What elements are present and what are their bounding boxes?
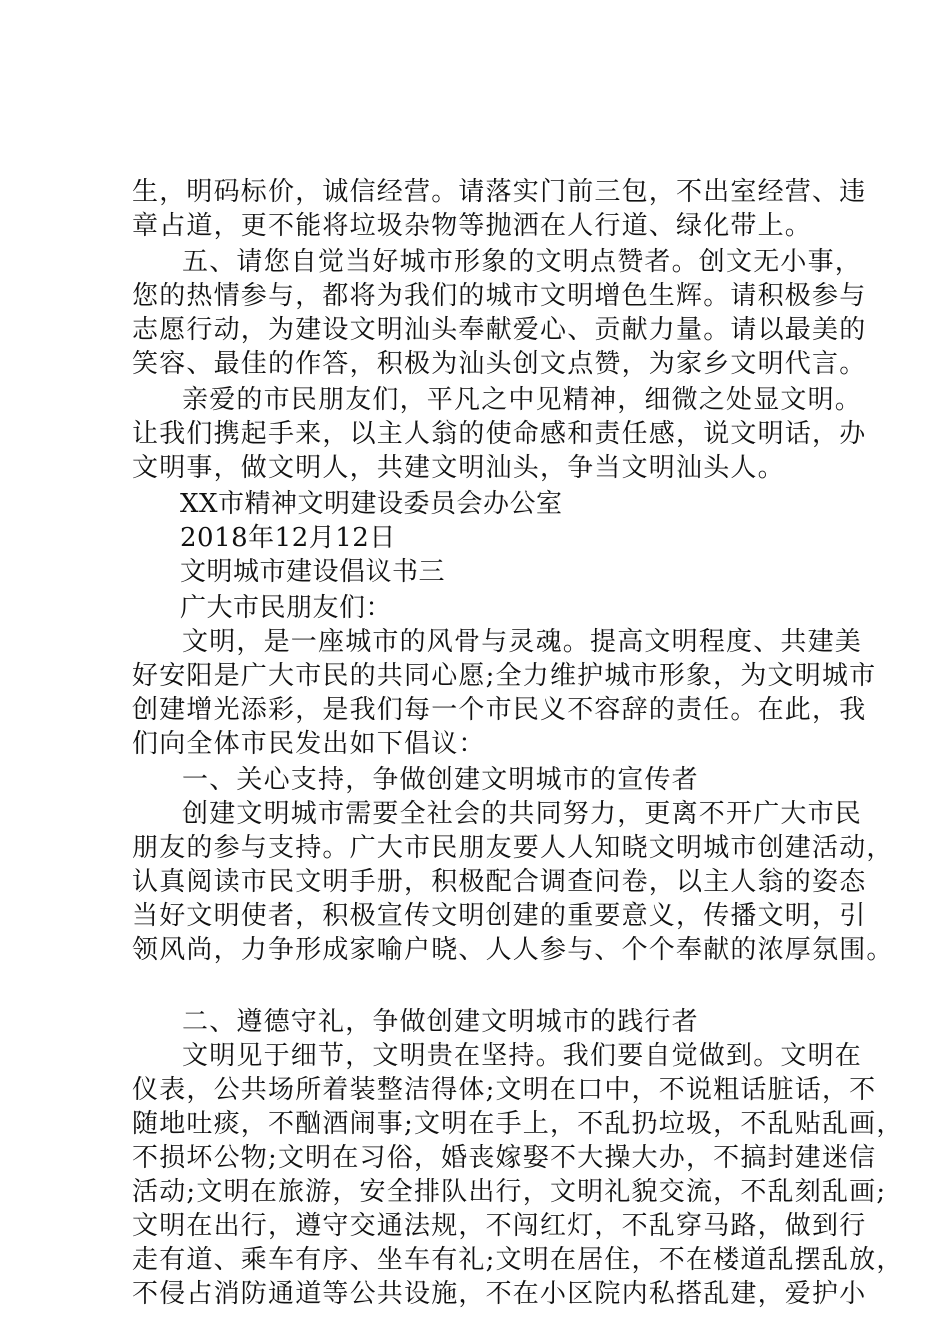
paragraph-line: 当好文明使者，积极宣传文明创建的重要意义，传播文明，引	[132, 901, 867, 931]
section-heading: 二、遵德守礼，争做创建文明城市的践行者	[182, 1007, 699, 1037]
paragraph-line: 领风尚，力争形成家喻户晓、人人参与、个个奉献的浓厚氛围。	[132, 935, 894, 965]
paragraph-line: 不损坏公物;文明在习俗，婚丧嫁娶不大操大办，不搞封建迷信	[132, 1143, 877, 1173]
paragraph-line: 创建增光添彩，是我们每一个市民义不容辞的责任。在此，我	[132, 695, 867, 725]
issuer-line: XX市精神文明建设委员会办公室	[180, 489, 563, 519]
paragraph-line: 文明事，做文明人，共建文明汕头，争当文明汕头人。	[132, 453, 785, 483]
paragraph-line: 活动;文明在旅游，安全排队出行，文明礼貌交流，不乱刻乱画;	[132, 1177, 887, 1207]
date-line: 2018年12月12日	[180, 523, 396, 553]
paragraph-line: 让我们携起手来，以主人翁的使命感和责任感，说文明话，办	[132, 419, 867, 449]
section-heading: 一、关心支持，争做创建文明城市的宣传者	[182, 765, 699, 795]
paragraph-line: 随地吐痰，不酗酒闹事;文明在手上，不乱扔垃圾，不乱贴乱画，	[132, 1109, 904, 1139]
paragraph-line: 创建文明城市需要全社会的共同努力，更离不开广大市民	[182, 799, 863, 829]
paragraph-line: 朋友的参与支持。广大市民朋友要人人知晓文明城市创建活动，	[132, 833, 894, 863]
paragraph-line: 仪表，公共场所着装整洁得体;文明在口中，不说粗话脏话，不	[132, 1075, 877, 1105]
paragraph-line: 五、请您自觉当好城市形象的文明点赞者。创文无小事，	[182, 247, 863, 277]
paragraph-line: 文明见于细节，文明贵在坚持。我们要自觉做到。文明在	[182, 1041, 863, 1071]
paragraph-line: 不侵占消防通道等公共设施，不在小区院内私搭乱建，爱护小	[132, 1279, 867, 1309]
document-title: 文明城市建设倡议书三	[180, 557, 446, 587]
paragraph-line: 您的热情参与，都将为我们的城市文明增色生辉。请积极参与	[132, 281, 867, 311]
paragraph-line: 文明，是一座城市的风骨与灵魂。提高文明程度、共建美	[182, 627, 863, 657]
paragraph-line: 文明在出行，遵守交通法规，不闯红灯，不乱穿马路，做到行	[132, 1211, 867, 1241]
paragraph-line: 章占道，更不能将垃圾杂物等抛洒在人行道、绿化带上。	[132, 211, 813, 241]
paragraph-line: 志愿行动，为建设文明汕头奉献爱心、贡献力量。请以最美的	[132, 315, 867, 345]
paragraph-line: 亲爱的市民朋友们，平凡之中见精神，细微之处显文明。	[182, 385, 863, 415]
paragraph-line: 生，明码标价，诚信经营。请落实门前三包，不出室经营、违	[132, 177, 867, 207]
paragraph-line: 好安阳是广大市民的共同心愿;全力维护城市形象，为文明城市	[132, 661, 877, 691]
paragraph-line: 走有道、乘车有序、坐车有礼;文明在居住，不在楼道乱摆乱放，	[132, 1245, 904, 1275]
paragraph-line: 笑容、最佳的作答，积极为汕头创文点赞，为家乡文明代言。	[132, 349, 867, 379]
salutation: 广大市民朋友们：	[180, 593, 393, 623]
paragraph-line: 认真阅读市民文明手册，积极配合调查问卷，以主人翁的姿态	[132, 867, 867, 897]
paragraph-line: 们向全体市民发出如下倡议：	[132, 729, 486, 759]
